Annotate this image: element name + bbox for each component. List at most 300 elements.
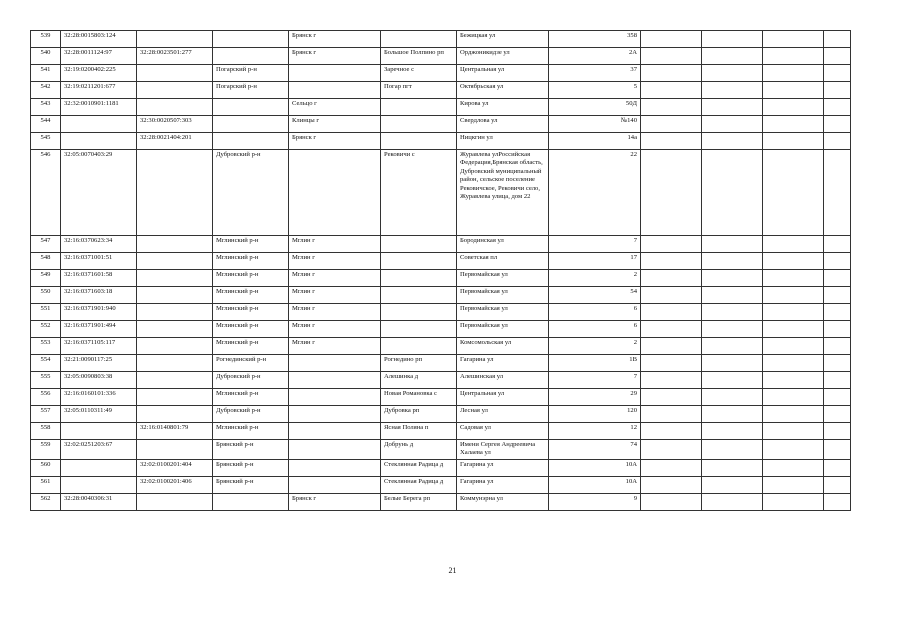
house-cell: 358: [549, 31, 641, 48]
cadastral-number-alt: [137, 236, 213, 253]
table-row: [31, 270, 851, 287]
cadastral-number-alt: 32:28:0021404:201: [137, 133, 213, 150]
city-cell: Брянск г: [289, 133, 381, 150]
locality-cell: [381, 133, 457, 150]
extra-cell: [641, 133, 702, 150]
cadastral-number: 32:21:0090117:25: [61, 355, 137, 372]
extra-cell: [763, 321, 824, 338]
empty-cell: [824, 82, 851, 99]
cadastral-number-alt: [137, 65, 213, 82]
cadastral-number-alt: [137, 355, 213, 372]
table-row: [31, 460, 851, 477]
city-cell: [289, 460, 381, 477]
extra-cell: [763, 372, 824, 389]
extra-cell: [641, 31, 702, 48]
locality-cell: [381, 253, 457, 270]
extra-cell: [763, 389, 824, 406]
extra-cell: [702, 65, 763, 82]
house-cell: 54: [549, 287, 641, 304]
extra-cell: [702, 253, 763, 270]
empty-cell: [824, 270, 851, 287]
locality-cell: Новая Романовка с: [381, 389, 457, 406]
city-cell: [289, 355, 381, 372]
street-cell: Орджоникидзе ул: [457, 48, 549, 65]
extra-cell: [763, 82, 824, 99]
district-cell: [213, 31, 289, 48]
city-cell: Мглин г: [289, 338, 381, 355]
cadastral-number: [61, 116, 137, 133]
empty-cell: [824, 253, 851, 270]
row-number: 562: [31, 494, 61, 511]
district-cell: Брянский р-н: [213, 440, 289, 460]
cadastral-number-alt: [137, 99, 213, 116]
row-number: 555: [31, 372, 61, 389]
cadastral-number: 32:16:0371001:51: [61, 253, 137, 270]
table-row: [31, 338, 851, 355]
row-number: 557: [31, 406, 61, 423]
locality-cell: Белые Берега рп: [381, 494, 457, 511]
house-cell: 37: [549, 65, 641, 82]
cadastral-number: 32:16:0371901:940: [61, 304, 137, 321]
street-cell: Октябрьская ул: [457, 82, 549, 99]
district-cell: Дубровский р-н: [213, 406, 289, 423]
house-cell: 7: [549, 236, 641, 253]
locality-cell: [381, 31, 457, 48]
extra-cell: [702, 321, 763, 338]
city-cell: [289, 372, 381, 389]
extra-cell: [641, 270, 702, 287]
extra-cell: [763, 460, 824, 477]
district-cell: Мглинский р-н: [213, 321, 289, 338]
row-number: 540: [31, 48, 61, 65]
cadastral-number-alt: [137, 321, 213, 338]
extra-cell: [641, 150, 702, 236]
house-cell: 12: [549, 423, 641, 440]
cadastral-number-alt: [137, 287, 213, 304]
cadastral-number-alt: [137, 82, 213, 99]
address-registry-table: [30, 30, 851, 511]
district-cell: Мглинский р-н: [213, 423, 289, 440]
city-cell: Сельцо г: [289, 99, 381, 116]
district-cell: Мглинский р-н: [213, 253, 289, 270]
street-cell: Гагарина ул: [457, 355, 549, 372]
row-number: 559: [31, 440, 61, 460]
table-row: [31, 372, 851, 389]
house-cell: 120: [549, 406, 641, 423]
cadastral-number-alt: [137, 372, 213, 389]
extra-cell: [641, 116, 702, 133]
extra-cell: [702, 270, 763, 287]
house-cell: 2: [549, 270, 641, 287]
extra-cell: [763, 133, 824, 150]
cadastral-number-alt: [137, 270, 213, 287]
empty-cell: [824, 355, 851, 372]
table-row: [31, 31, 851, 48]
row-number: 542: [31, 82, 61, 99]
district-cell: Брянский р-н: [213, 477, 289, 494]
district-cell: [213, 48, 289, 65]
cadastral-number-alt: [137, 389, 213, 406]
extra-cell: [763, 304, 824, 321]
district-cell: [213, 494, 289, 511]
cadastral-number: 32:16:0371603:18: [61, 287, 137, 304]
district-cell: Мглинский р-н: [213, 287, 289, 304]
cadastral-number-alt: 32:02:0100201:404: [137, 460, 213, 477]
extra-cell: [702, 338, 763, 355]
city-cell: Мглин г: [289, 304, 381, 321]
extra-cell: [702, 477, 763, 494]
table-row: [31, 99, 851, 116]
extra-cell: [763, 48, 824, 65]
city-cell: Брянск г: [289, 31, 381, 48]
house-cell: 14а: [549, 133, 641, 150]
city-cell: [289, 65, 381, 82]
city-cell: [289, 389, 381, 406]
street-cell: Первомайская ул: [457, 270, 549, 287]
street-cell: Имени Сергея Андреевича Халаева ул: [457, 440, 549, 460]
empty-cell: [824, 116, 851, 133]
empty-cell: [824, 460, 851, 477]
city-cell: Мглин г: [289, 253, 381, 270]
row-number: 560: [31, 460, 61, 477]
page-number: 21: [448, 566, 457, 575]
cadastral-number: [61, 133, 137, 150]
extra-cell: [763, 494, 824, 511]
city-cell: [289, 150, 381, 236]
extra-cell: [702, 440, 763, 460]
street-cell: Гагарина ул: [457, 460, 549, 477]
extra-cell: [702, 355, 763, 372]
extra-cell: [641, 287, 702, 304]
district-cell: Рогнединский р-н: [213, 355, 289, 372]
street-cell: Лесная ул: [457, 406, 549, 423]
district-cell: Мглинский р-н: [213, 270, 289, 287]
extra-cell: [702, 236, 763, 253]
extra-cell: [641, 494, 702, 511]
extra-cell: [702, 423, 763, 440]
extra-cell: [763, 236, 824, 253]
house-cell: 1В: [549, 355, 641, 372]
extra-cell: [763, 477, 824, 494]
extra-cell: [763, 338, 824, 355]
city-cell: [289, 477, 381, 494]
extra-cell: [702, 494, 763, 511]
cadastral-number-alt: 32:30:0020507:303: [137, 116, 213, 133]
empty-cell: [824, 99, 851, 116]
extra-cell: [641, 48, 702, 65]
table-row: [31, 133, 851, 150]
empty-cell: [824, 423, 851, 440]
extra-cell: [641, 321, 702, 338]
table-row: [31, 423, 851, 440]
table-row: [31, 304, 851, 321]
extra-cell: [702, 48, 763, 65]
empty-cell: [824, 287, 851, 304]
district-cell: Мглинский р-н: [213, 338, 289, 355]
extra-cell: [702, 304, 763, 321]
street-cell: Первомайская ул: [457, 321, 549, 338]
cadastral-number: 32:16:0371901:494: [61, 321, 137, 338]
row-number: 553: [31, 338, 61, 355]
row-number: 551: [31, 304, 61, 321]
extra-cell: [763, 150, 824, 236]
city-cell: [289, 440, 381, 460]
cadastral-number: 32:05:0090803:38: [61, 372, 137, 389]
street-cell: Кирова ул: [457, 99, 549, 116]
locality-cell: Дубровка рп: [381, 406, 457, 423]
house-cell: 74: [549, 440, 641, 460]
cadastral-number: 32:16:0370623:34: [61, 236, 137, 253]
cadastral-number-alt: [137, 304, 213, 321]
row-number: 543: [31, 99, 61, 116]
cadastral-number: 32:02:0251203:67: [61, 440, 137, 460]
locality-cell: Рековичи с: [381, 150, 457, 236]
cadastral-number-alt: 32:28:0023501:277: [137, 48, 213, 65]
locality-cell: Погар пгт: [381, 82, 457, 99]
extra-cell: [763, 99, 824, 116]
extra-cell: [641, 304, 702, 321]
empty-cell: [824, 65, 851, 82]
empty-cell: [824, 338, 851, 355]
extra-cell: [763, 31, 824, 48]
city-cell: [289, 423, 381, 440]
row-number: 552: [31, 321, 61, 338]
empty-cell: [824, 48, 851, 65]
cadastral-number-alt: [137, 253, 213, 270]
table-row: [31, 389, 851, 406]
table-row: [31, 65, 851, 82]
street-cell: Гагарина ул: [457, 477, 549, 494]
table-row: [31, 406, 851, 423]
table-row: [31, 236, 851, 253]
district-cell: Дубровский р-н: [213, 372, 289, 389]
cadastral-number: 32:05:0070403:29: [61, 150, 137, 236]
row-number: 556: [31, 389, 61, 406]
table-row: [31, 494, 851, 511]
row-number: 561: [31, 477, 61, 494]
street-cell: Первомайская ул: [457, 287, 549, 304]
street-cell: Первомайская ул: [457, 304, 549, 321]
street-cell: Советская пл: [457, 253, 549, 270]
cadastral-number: 32:28:0015803:124: [61, 31, 137, 48]
extra-cell: [763, 355, 824, 372]
cadastral-number-alt: [137, 494, 213, 511]
cadastral-number-alt: [137, 338, 213, 355]
house-cell: 6: [549, 304, 641, 321]
street-cell: Коммунэрна ул: [457, 494, 549, 511]
district-cell: [213, 133, 289, 150]
house-cell: №140: [549, 116, 641, 133]
street-cell: Садовая ул: [457, 423, 549, 440]
house-cell: 5: [549, 82, 641, 99]
extra-cell: [641, 355, 702, 372]
extra-cell: [763, 270, 824, 287]
locality-cell: [381, 99, 457, 116]
extra-cell: [763, 406, 824, 423]
locality-cell: [381, 338, 457, 355]
table-row: [31, 440, 851, 460]
empty-cell: [824, 406, 851, 423]
extra-cell: [702, 116, 763, 133]
house-cell: 6: [549, 321, 641, 338]
cadastral-number: 32:19:0211201:677: [61, 82, 137, 99]
empty-cell: [824, 133, 851, 150]
locality-cell: [381, 236, 457, 253]
house-cell: 10А: [549, 460, 641, 477]
district-cell: [213, 99, 289, 116]
cadastral-number-alt: 32:16:0140801:79: [137, 423, 213, 440]
street-cell: Бородинская ул: [457, 236, 549, 253]
table-body: [31, 31, 851, 511]
district-cell: Мглинский р-н: [213, 304, 289, 321]
row-number: 539: [31, 31, 61, 48]
extra-cell: [641, 99, 702, 116]
locality-cell: [381, 304, 457, 321]
cadastral-number-alt: 32:02:0100201:406: [137, 477, 213, 494]
city-cell: Брянск г: [289, 48, 381, 65]
extra-cell: [763, 287, 824, 304]
street-cell: Свердлова ул: [457, 116, 549, 133]
extra-cell: [641, 253, 702, 270]
extra-cell: [641, 423, 702, 440]
extra-cell: [763, 423, 824, 440]
cadastral-number: 32:19:0200402:225: [61, 65, 137, 82]
locality-cell: Алешинка д: [381, 372, 457, 389]
district-cell: Погарский р-н: [213, 82, 289, 99]
extra-cell: [702, 82, 763, 99]
empty-cell: [824, 321, 851, 338]
district-cell: Дубровский р-н: [213, 150, 289, 236]
locality-cell: Большое Полпино рп: [381, 48, 457, 65]
table-row: [31, 116, 851, 133]
row-number: 544: [31, 116, 61, 133]
cadastral-number: [61, 477, 137, 494]
table-row: [31, 321, 851, 338]
city-cell: Мглин г: [289, 321, 381, 338]
district-cell: Брянский р-н: [213, 460, 289, 477]
extra-cell: [702, 31, 763, 48]
row-number: 558: [31, 423, 61, 440]
district-cell: [213, 116, 289, 133]
house-cell: 10А: [549, 477, 641, 494]
empty-cell: [824, 304, 851, 321]
city-cell: Мглин г: [289, 287, 381, 304]
table-row: [31, 150, 851, 236]
district-cell: Мглинский р-н: [213, 236, 289, 253]
extra-cell: [702, 389, 763, 406]
row-number: 554: [31, 355, 61, 372]
extra-cell: [763, 253, 824, 270]
extra-cell: [641, 82, 702, 99]
house-cell: 50Д: [549, 99, 641, 116]
city-cell: Брянск г: [289, 494, 381, 511]
empty-cell: [824, 31, 851, 48]
city-cell: [289, 82, 381, 99]
extra-cell: [641, 477, 702, 494]
extra-cell: [702, 372, 763, 389]
street-cell: Центральная ул: [457, 65, 549, 82]
locality-cell: Заречное с: [381, 65, 457, 82]
extra-cell: [702, 133, 763, 150]
locality-cell: [381, 116, 457, 133]
house-cell: 9: [549, 494, 641, 511]
house-cell: 17: [549, 253, 641, 270]
district-cell: Мглинский р-н: [213, 389, 289, 406]
extra-cell: [702, 460, 763, 477]
cadastral-number: 32:32:0010901:1181: [61, 99, 137, 116]
row-number: 549: [31, 270, 61, 287]
table-row: [31, 253, 851, 270]
city-cell: [289, 406, 381, 423]
locality-cell: Добрунь д: [381, 440, 457, 460]
locality-cell: Стеклянная Радица д: [381, 460, 457, 477]
table-row: [31, 477, 851, 494]
extra-cell: [763, 116, 824, 133]
extra-cell: [641, 389, 702, 406]
extra-cell: [641, 236, 702, 253]
empty-cell: [824, 440, 851, 460]
locality-cell: Стеклянная Радица д: [381, 477, 457, 494]
extra-cell: [702, 150, 763, 236]
empty-cell: [824, 494, 851, 511]
empty-cell: [824, 372, 851, 389]
table-row: [31, 355, 851, 372]
empty-cell: [824, 236, 851, 253]
street-cell: Центральная ул: [457, 389, 549, 406]
extra-cell: [763, 65, 824, 82]
house-cell: 7: [549, 372, 641, 389]
cadastral-number: 32:28:0011124:97: [61, 48, 137, 65]
house-cell: 29: [549, 389, 641, 406]
row-number: 547: [31, 236, 61, 253]
row-number: 546: [31, 150, 61, 236]
street-cell: Ницкгин ул: [457, 133, 549, 150]
cadastral-number: [61, 460, 137, 477]
table-row: [31, 287, 851, 304]
house-cell: 2А: [549, 48, 641, 65]
extra-cell: [641, 406, 702, 423]
extra-cell: [641, 65, 702, 82]
row-number: 550: [31, 287, 61, 304]
locality-cell: [381, 270, 457, 287]
row-number: 548: [31, 253, 61, 270]
table-row: [31, 48, 851, 65]
cadastral-number-alt: [137, 31, 213, 48]
district-cell: Погарский р-н: [213, 65, 289, 82]
street-cell: Журавлева улРоссийская Федерация,Брянская область, Дубровский муниципальный район, сельское поселение Рековичское, Рековичи село, Журавлева улица, дом 22: [457, 150, 549, 236]
row-number: 545: [31, 133, 61, 150]
extra-cell: [641, 372, 702, 389]
cadastral-number-alt: [137, 406, 213, 423]
cadastral-number: [61, 423, 137, 440]
extra-cell: [702, 287, 763, 304]
cadastral-number: 32:05:0110311:49: [61, 406, 137, 423]
empty-cell: [824, 477, 851, 494]
row-number: 541: [31, 65, 61, 82]
extra-cell: [641, 338, 702, 355]
cadastral-number-alt: [137, 440, 213, 460]
cadastral-number: 32:16:0371601:58: [61, 270, 137, 287]
city-cell: Мглин г: [289, 236, 381, 253]
extra-cell: [763, 440, 824, 460]
street-cell: Бежицкая ул: [457, 31, 549, 48]
cadastral-number: 32:28:0040306:31: [61, 494, 137, 511]
extra-cell: [702, 99, 763, 116]
empty-cell: [824, 150, 851, 236]
extra-cell: [702, 406, 763, 423]
street-cell: Алешинская ул: [457, 372, 549, 389]
cadastral-number: 32:16:0160101:336: [61, 389, 137, 406]
